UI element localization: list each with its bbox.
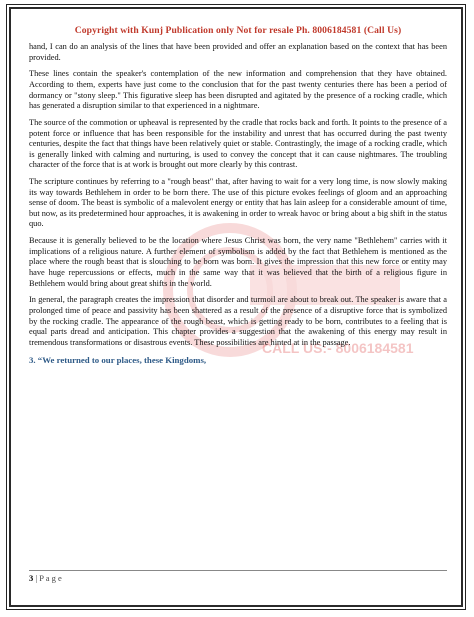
page-footer	[29, 570, 447, 587]
footer-label: P a g e	[39, 573, 62, 583]
paragraph: hand, I can do an analysis of the lines that have been provided and offer an explanation based on the context that has been provided.	[29, 42, 447, 62]
page-number: 3	[29, 573, 34, 583]
copyright-header: Copyright with Kunj Publication only Not for resale Ph. 8006184581 (Call Us)	[74, 25, 402, 36]
watermark-phone: CALL US:- 8006184581	[262, 340, 414, 356]
footer-separator: |	[33, 573, 40, 583]
page-content	[29, 42, 447, 365]
paragraph: In general, the paragraph creates the impression that disorder and turmoil are about to break out. The speaker is aware that a prolonged time of peace and passivity has been shattered as a result of the presence of a disruptive force that is symbolized by the rocking cradle. The appearance of the rough beast, which is getting ready to be born, contributes to a feeling that is equal parts dread and anticipation. This chapter provides a suggestion that the awakening of this energy may result in tremendous transformations or disastrous events. These possibilities are hinted at in the passage.	[29, 295, 447, 347]
paragraph: The source of the commotion or upheaval is represented by the cradle that rocks back and forth. It points to the presence of a potent force or influence that has been responsible for the instability and unrest that has occurred during the past twenty centuries, despite the fact that things have been relatively quiet or stable. Contrastingly, the image of a rocking cradle, which is generally linked with calming and nurturing, is used to convey the concept that it can cause nightmares. The troubling character of the force that is at work is brought out more clearly by this contrast.	[29, 117, 447, 170]
paragraph: The scripture continues by referring to a "rough beast" that, after having to wait for a very long time, is now slowly making its way towards Bethlehem in order to be born there. The use of this picture evokes feelings of gloom and an approaching sense of doom. The beast is symbolic of a malevolent energy or entity that has lain asleep for a considerable amount of time, but now, as its predetermined hour approaches, it is awakening in order to wreak havoc or bring about a big shift in the status quo.	[29, 177, 447, 229]
paragraph: Because it is generally believed to be the location where Jesus Christ was born, the very name "Bethlehem" carries with it implications of a religious nature. A further element of symbolism is added by the fact that Bethlehem is mentioned as the place where the rough beast that is slouching to be born was born. It gives the impression that this new force or entity may have huge repercussions or effects, much in the same way that it was believed that the birth of a religious figure in Bethlehem would bring about great shifts in the world.	[29, 236, 447, 288]
section-heading: 3. “We returned to our places, these Kingdoms,	[29, 354, 207, 365]
paragraph: These lines contain the speaker's contemplation of the new information and comprehension that they have obtained. According to them, experts have just come to the conclusion that for the past twenty centuries there has been a period of dormancy or "stony sleep." This figurative sleep has been disrupted and agitated by the presence of a rocking cradle, which has generated a disruption similar to that experienced in a nightmare.	[29, 69, 447, 111]
